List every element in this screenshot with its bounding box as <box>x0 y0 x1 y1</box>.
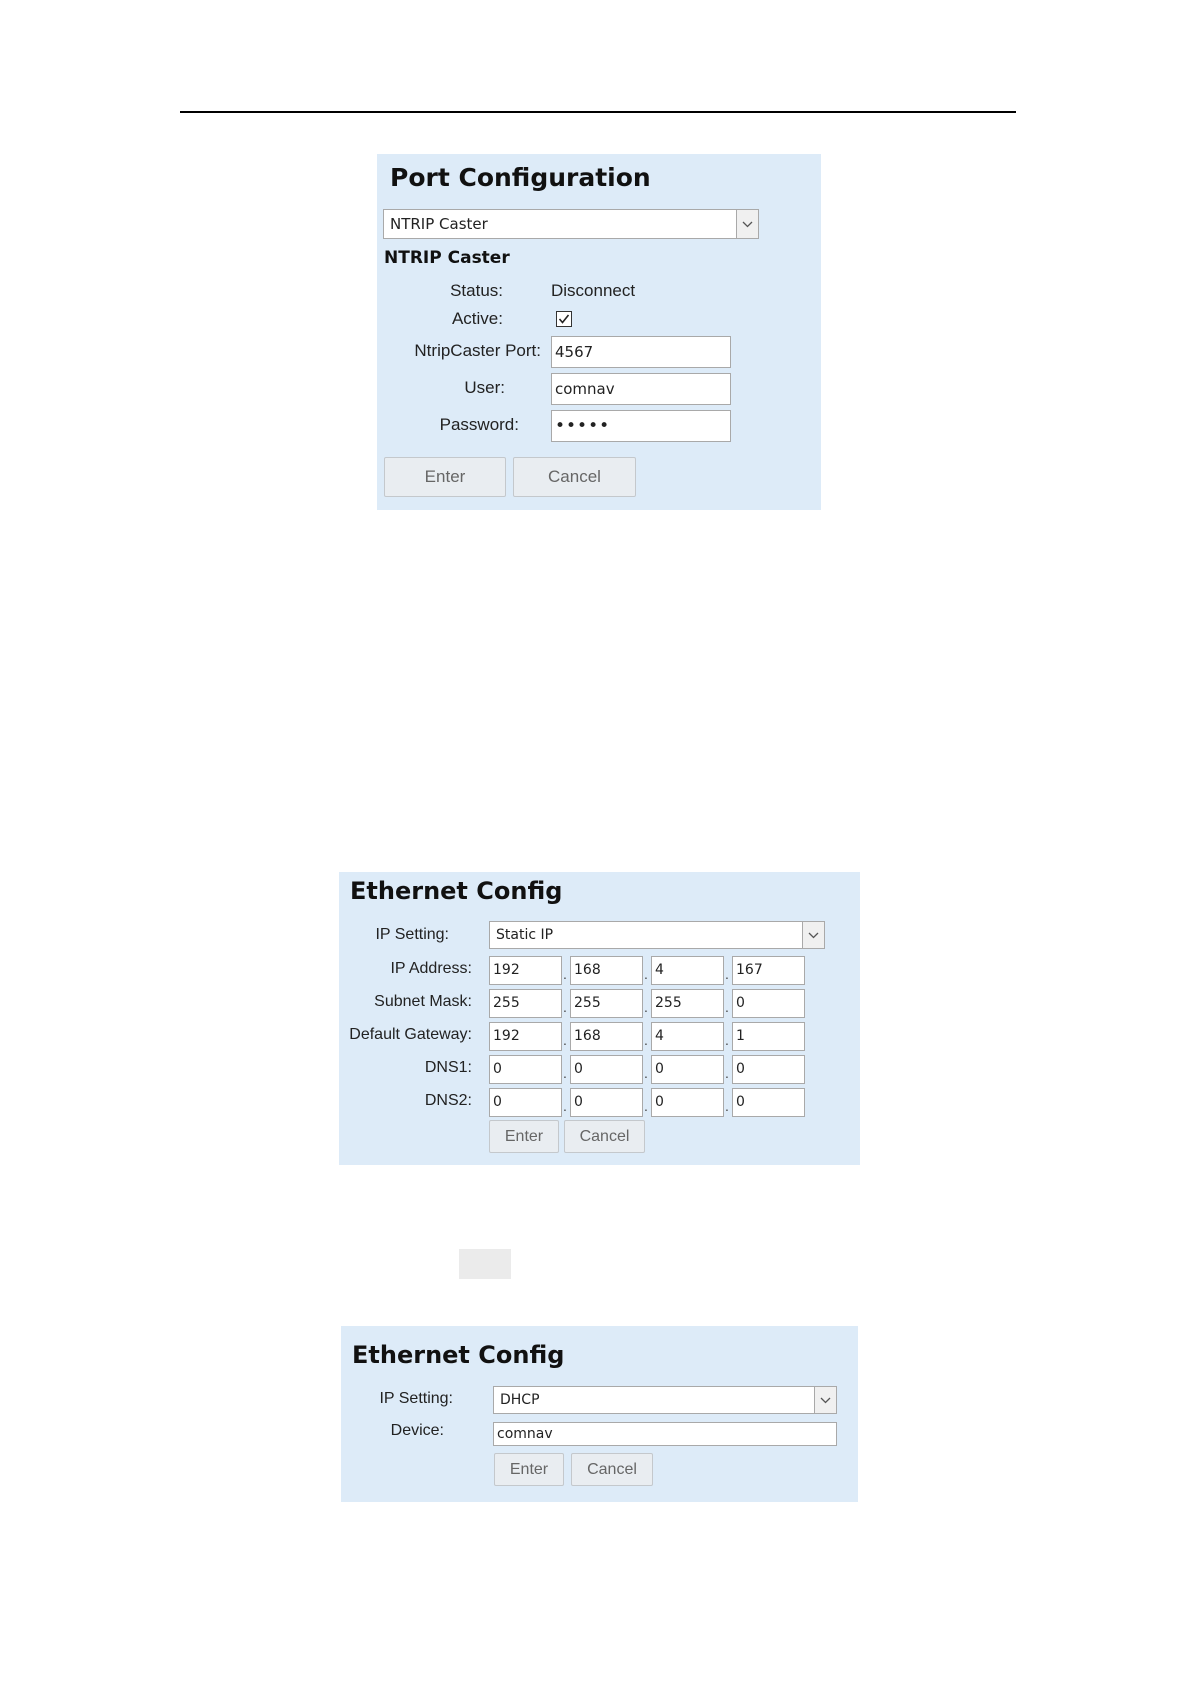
octet-separator: . <box>563 1065 567 1081</box>
octet-separator: . <box>563 1032 567 1048</box>
ip-setting-label: IP Setting: <box>375 926 449 943</box>
active-label: Active: <box>451 309 503 328</box>
octet-separator: . <box>644 966 648 982</box>
ip-row-label: DNS2: <box>424 1092 472 1109</box>
device-label: Device: <box>390 1422 444 1439</box>
device-input[interactable]: comnav <box>493 1422 837 1446</box>
panel-title: Ethernet Config <box>352 1341 565 1369</box>
enter-button[interactable]: Enter <box>494 1453 564 1486</box>
octet-input[interactable]: 0 <box>732 1055 805 1084</box>
octet-input[interactable]: 1 <box>732 1022 805 1051</box>
octet-separator: . <box>644 999 648 1015</box>
octet-separator: . <box>563 966 567 982</box>
octet-input[interactable]: 255 <box>651 989 724 1018</box>
status-label: Status: <box>450 281 503 300</box>
ip-setting-select-value: DHCP <box>500 1392 540 1408</box>
octet-separator: . <box>563 1098 567 1114</box>
octet-input[interactable]: 0 <box>570 1088 643 1117</box>
octet-separator: . <box>644 1032 648 1048</box>
cancel-button[interactable]: Cancel <box>564 1120 645 1153</box>
chevron-down-icon[interactable] <box>814 1387 836 1413</box>
user-label: User: <box>464 378 505 397</box>
octet-input[interactable]: 192 <box>489 1022 562 1051</box>
enter-button[interactable]: Enter <box>489 1120 559 1153</box>
ip-row-label: Default Gateway: <box>349 1026 472 1043</box>
status-value: Disconnect <box>551 281 636 300</box>
octet-input[interactable]: 0 <box>651 1055 724 1084</box>
password-label: Password: <box>439 415 519 434</box>
octet-input[interactable]: 255 <box>570 989 643 1018</box>
octet-input[interactable]: 0 <box>570 1055 643 1084</box>
octet-input[interactable]: 0 <box>489 1088 562 1117</box>
user-input[interactable]: comnav <box>551 373 731 405</box>
chevron-down-icon[interactable] <box>802 922 824 948</box>
ip-row-label: DNS1: <box>424 1059 472 1076</box>
chevron-down-icon[interactable] <box>736 210 758 238</box>
octet-input[interactable]: 0 <box>489 1055 562 1084</box>
port-type-select-value: NTRIP Caster <box>390 215 488 233</box>
octet-separator: . <box>644 1065 648 1081</box>
port-type-select[interactable] <box>383 209 759 239</box>
enter-button[interactable]: Enter <box>384 457 506 497</box>
ethernet-config-dhcp-panel <box>341 1326 858 1502</box>
octet-separator: . <box>725 999 729 1015</box>
ip-setting-select[interactable] <box>489 921 825 949</box>
octet-separator: . <box>725 966 729 982</box>
ip-row-label: Subnet Mask: <box>374 993 472 1010</box>
password-input[interactable]: ••••• <box>551 410 731 442</box>
octet-input[interactable]: 255 <box>489 989 562 1018</box>
ntripcaster-port-input[interactable]: 4567 <box>551 336 731 368</box>
octet-input[interactable]: 167 <box>732 956 805 985</box>
section-heading: NTRIP Caster <box>384 248 510 268</box>
octet-input[interactable]: 0 <box>732 1088 805 1117</box>
ethernet-config-static-panel <box>339 872 860 1165</box>
ip-setting-label: IP Setting: <box>379 1390 453 1407</box>
octet-input[interactable]: 0 <box>651 1088 724 1117</box>
octet-input[interactable]: 4 <box>651 956 724 985</box>
ntripcaster-port-label: NtripCaster Port: <box>414 341 541 360</box>
ip-setting-select-value: Static IP <box>496 927 554 943</box>
port-configuration-panel <box>377 154 821 510</box>
cancel-button[interactable]: Cancel <box>571 1453 653 1486</box>
octet-input[interactable]: 168 <box>570 1022 643 1051</box>
octet-input[interactable]: 4 <box>651 1022 724 1051</box>
octet-separator: . <box>563 999 567 1015</box>
octet-input[interactable]: 0 <box>732 989 805 1018</box>
octet-separator: . <box>725 1098 729 1114</box>
octet-separator: . <box>725 1032 729 1048</box>
octet-separator: . <box>644 1098 648 1114</box>
placeholder-graphic <box>459 1249 511 1279</box>
octet-separator: . <box>725 1065 729 1081</box>
octet-input[interactable]: 168 <box>570 956 643 985</box>
check-icon <box>557 312 571 326</box>
ip-row-label: IP Address: <box>390 960 472 977</box>
page-header-rule <box>180 111 1016 113</box>
cancel-button[interactable]: Cancel <box>513 457 636 497</box>
active-checkbox[interactable] <box>556 311 572 327</box>
ip-setting-select[interactable] <box>493 1386 837 1414</box>
panel-title: Ethernet Config <box>350 877 563 905</box>
panel-title: Port Configuration <box>390 163 651 192</box>
octet-input[interactable]: 192 <box>489 956 562 985</box>
